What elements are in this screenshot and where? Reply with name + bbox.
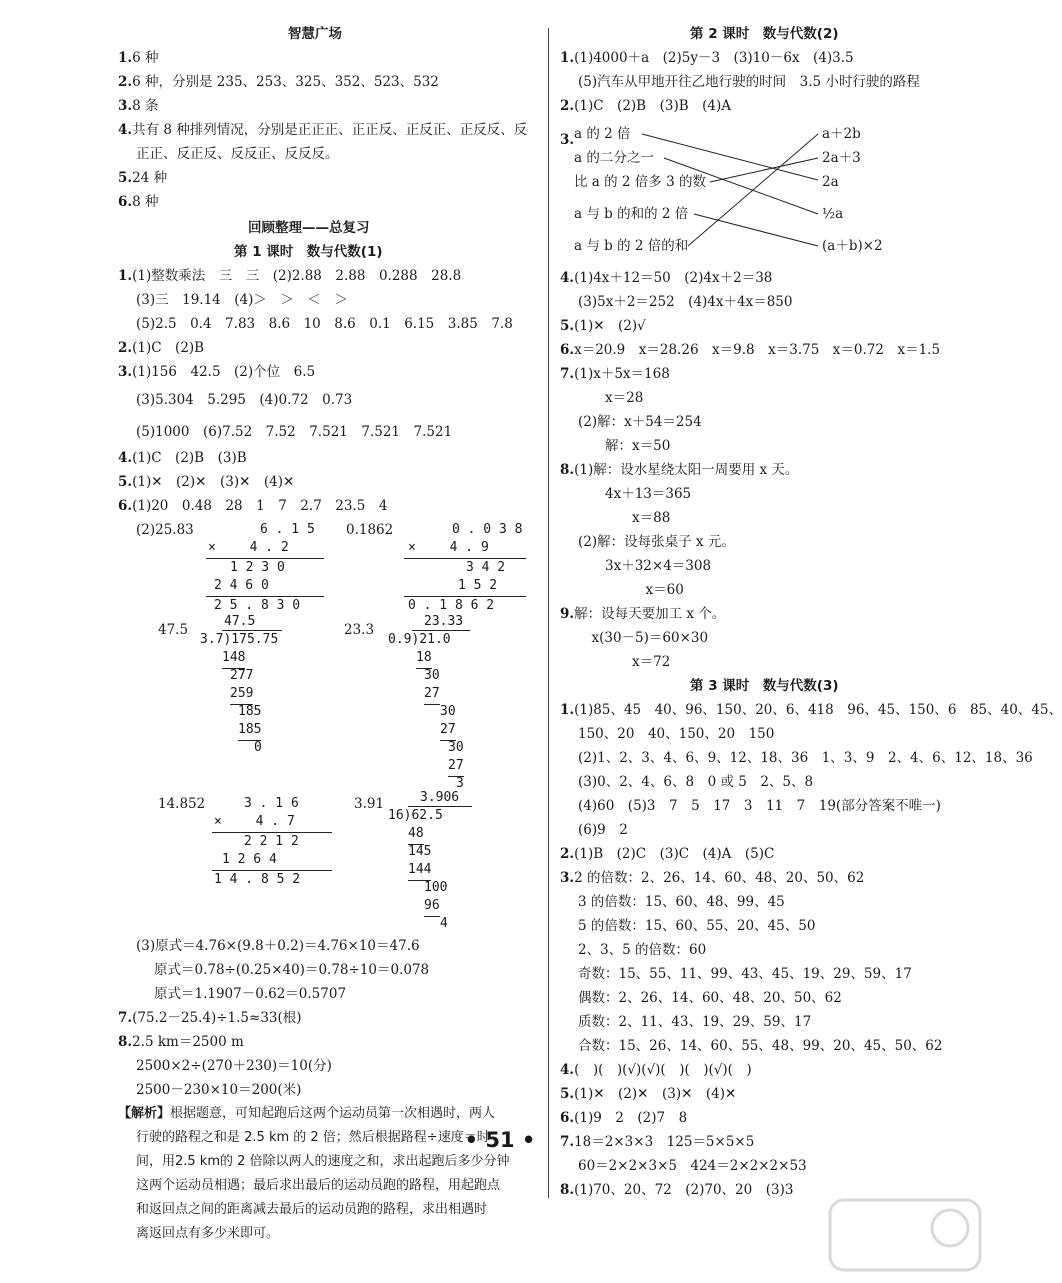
answer-line: 4.(1)C (2)B (3)B xyxy=(118,450,247,466)
answer-line: 3.8 条 xyxy=(118,98,159,114)
answer-line: 150、20 40、150、20 150 xyxy=(578,726,775,742)
answer-line: x＝60 xyxy=(578,582,684,598)
answer-line: x＝72 xyxy=(578,654,671,670)
column-divider xyxy=(548,28,549,1198)
watermark-icon xyxy=(810,1180,1000,1279)
answer-line: 8.(1)解：设水星绕太阳一周要用 x 天。 xyxy=(560,462,799,478)
analysis-note: 这两个运动员相遇；最后求出最后的运动员跑的路程，用起跑点 xyxy=(136,1178,501,1193)
answer-line: (3)0、2、4、6、8 0 或 5 2、5、8 xyxy=(578,774,814,790)
answer-value: 14.852 xyxy=(158,796,206,812)
analysis-note: 【解析】根据题意，可知起跑后这两个运动员第一次相遇时，两人 xyxy=(118,1106,496,1121)
answer-line: (6)9 2 xyxy=(578,822,628,838)
answer-line: x＝28 xyxy=(578,390,644,406)
match-left-item: a 的二分之一 xyxy=(574,150,654,166)
answer-line: (3)5.304 5.295 (4)0.72 0.73 xyxy=(136,392,353,408)
answer-line: 4.共有 8 种排列情况，分别是正正正、正正反、正反正、正反反、反 xyxy=(118,122,528,138)
answer-line: (3)5x＋2＝252 (4)4x＋4x＝850 xyxy=(578,294,793,310)
answer-line: 60＝2×2×3×5 424＝2×2×2×53 xyxy=(578,1158,807,1174)
answer-line: 5.(1)✕ (2)√ xyxy=(560,318,646,334)
answer-line: 正正、反正反、反反正、反反反。 xyxy=(136,146,339,162)
page-number: • 51 • xyxy=(464,1128,536,1152)
answer-line: 3 的倍数：15、60、48、99、45 xyxy=(578,894,785,910)
answer-line: (2)1、2、3、4、6、9、12、18、36 1、3、9 2、4、6、12、18、36 xyxy=(578,750,1033,766)
answer-line: (5)2.5 0.4 7.83 8.6 10 8.6 0.1 6.15 3.85 7.8 xyxy=(136,316,513,332)
answer-line: 原式＝1.1907－0.62＝0.5707 xyxy=(154,986,347,1002)
analysis-note: 离返回点有多少米即可。 xyxy=(136,1226,280,1241)
answer-line: x(30－5)＝60×30 xyxy=(578,630,709,646)
answer-line: 原式＝0.78÷(0.25×40)＝0.78÷10＝0.078 xyxy=(154,962,430,978)
answer-line: 1.6 种 xyxy=(118,50,159,66)
answer-line: (3)三 19.14 (4)＞ ＞ ＜ ＞ xyxy=(136,292,348,308)
match-right-item: 2a＋3 xyxy=(822,150,861,166)
answer-line: 3.2 的倍数：2、26、14、60、48、20、50、62 xyxy=(560,870,865,886)
answer-line: (5)汽车从甲地开往乙地行驶的时间 3.5 小时行驶的路程 xyxy=(578,74,920,90)
answer-line: 8.2.5 km＝2500 m xyxy=(118,1034,244,1050)
match-left-item: a 与 b 的和的 2 倍 xyxy=(574,206,689,222)
section-title-review: 回顾整理——总复习 xyxy=(248,220,370,236)
answer-line: 1.(1)4000＋a (2)5y－3 (3)10－6x (4)3.5 xyxy=(560,50,854,66)
matching-lines xyxy=(560,18,980,278)
match-line xyxy=(710,158,818,182)
match-line xyxy=(694,214,818,246)
analysis-note: 和返回点之间的距离减去最后的运动员跑的路程，求出相遇时 xyxy=(136,1202,488,1217)
answer-line: 6.(1)9 2 (2)7 8 xyxy=(560,1110,688,1126)
answer-value: 0.1862 xyxy=(346,522,394,538)
answer-value: 3.91 xyxy=(354,796,385,812)
answer-line: 2.(1)C (2)B (3)B (4)A xyxy=(560,98,732,114)
watermark-logo xyxy=(810,1180,1000,1279)
answer-line: 9.解：设每天要加工 x 个。 xyxy=(560,606,726,622)
answer-line: (2)解：x＋54＝254 xyxy=(578,414,702,430)
answer-line: 5 的倍数：15、60、55、20、45、50 xyxy=(578,918,816,934)
answer-line: x＝88 xyxy=(578,510,671,526)
answer-line: 5.(1)✕ (2)✕ (3)✕ (4)✕ xyxy=(118,474,295,490)
answer-line: 3x＋32×4＝308 xyxy=(578,558,712,574)
answer-value: (2)25.83 xyxy=(136,522,194,538)
answer-line: 偶数：2、26、14、60、48、20、50、62 xyxy=(578,990,842,1006)
answer-line: 8.(1)70、20、72 (2)70、20 (3)3 xyxy=(560,1182,794,1198)
answer-line: 奇数：15、55、11、99、43、45、19、29、59、17 xyxy=(578,966,912,982)
lesson-title: 第 2 课时 数与代数(2) xyxy=(690,26,839,42)
section-title-wisdom: 智慧广场 xyxy=(288,26,342,42)
answer-line: (2)解：设每张桌子 x 元。 xyxy=(578,534,735,550)
answer-line: 2、3、5 的倍数：60 xyxy=(578,942,707,958)
match-right-item: ½a xyxy=(822,206,844,222)
lesson-title: 第 1 课时 数与代数(1) xyxy=(234,244,383,260)
answer-line: 2.6 种，分别是 235、253、325、352、523、532 xyxy=(118,74,439,90)
match-left-item: 比 a 的 2 倍多 3 的数 xyxy=(574,174,706,190)
answer-line: (5)1000 (6)7.52 7.52 7.521 7.521 7.521 xyxy=(136,424,453,440)
answer-line: 解：x＝50 xyxy=(578,438,671,454)
answer-line: (3)原式＝4.76×(9.8＋0.2)＝4.76×10＝47.6 xyxy=(136,938,420,954)
answer-line: 2.(1)C (2)B xyxy=(118,340,205,356)
answer-line: 6.(1)20 0.48 28 1 7 2.7 23.5 4 xyxy=(118,498,388,514)
answer-line: 4.( )( )(√)(√)( )( )(√)( ) xyxy=(560,1062,752,1078)
match-left-item: a 的 2 倍 xyxy=(574,126,631,142)
match-right-item: a＋2b xyxy=(822,126,861,142)
answer-line: 7.18＝2×3×3 125＝5×5×5 xyxy=(560,1134,755,1150)
answer-line: (4)60 (5)3 7 5 17 3 11 7 19(部分答案不唯一) xyxy=(578,798,941,814)
analysis-note: 行驶的路程之和是 2.5 km 的 2 倍；然后根据路程÷速度＝时 xyxy=(136,1130,490,1145)
match-right-item: 2a xyxy=(822,174,839,190)
answer-line: 4.(1)4x＋12＝50 (2)4x＋2＝38 xyxy=(560,270,773,286)
match-line xyxy=(664,158,818,214)
answer-line: 5.(1)✕ (2)✕ (3)✕ (4)✕ xyxy=(560,1086,737,1102)
answer-line: 6.8 种 xyxy=(118,194,159,210)
lesson-title: 第 3 课时 数与代数(3) xyxy=(690,678,839,694)
answer-value: 47.5 xyxy=(158,622,189,638)
answer-line: 6.x＝20.9 x＝28.26 x＝9.8 x＝3.75 x＝0.72 x＝1.5 xyxy=(560,342,941,358)
answer-value: 23.3 xyxy=(344,622,375,638)
answer-line: 2500×2÷(270＋230)＝10(分) xyxy=(136,1058,332,1074)
analysis-note: 间，用2.5 km的 2 倍除以两人的速度之和，求出起跑后多少分钟 xyxy=(136,1154,510,1169)
answer-line: 1.(1)85、45 40、96、150、20、6、418 96、45、150、6 85、40、45、 xyxy=(560,702,1062,718)
answer-line: 5.24 种 xyxy=(118,170,168,186)
answer-line: 合数：15、26、14、60、55、48、99、20、45、50、62 xyxy=(578,1038,943,1054)
answer-line: 3.(1)156 42.5 (2)个位 6.5 xyxy=(118,364,316,380)
answer-line: 7.(1)x＋5x＝168 xyxy=(560,366,670,382)
answer-line: 4x＋13＝365 xyxy=(578,486,692,502)
answer-line: 7.(75.2－25.4)÷1.5≈33(根) xyxy=(118,1010,302,1026)
answer-line: 2.(1)B (2)C (3)C (4)A (5)C xyxy=(560,846,775,862)
answer-line: 质数：2、11、43、19、29、59、17 xyxy=(578,1014,812,1030)
answer-line: 1.(1)整数乘法 三 三 (2)2.88 2.88 0.288 28.8 xyxy=(118,268,462,284)
match-right-item: (a＋b)×2 xyxy=(822,238,883,254)
answer-line: 2500－230×10＝200(米) xyxy=(136,1082,302,1098)
match-left-item: a 与 b 的 2 倍的和 xyxy=(574,238,689,254)
